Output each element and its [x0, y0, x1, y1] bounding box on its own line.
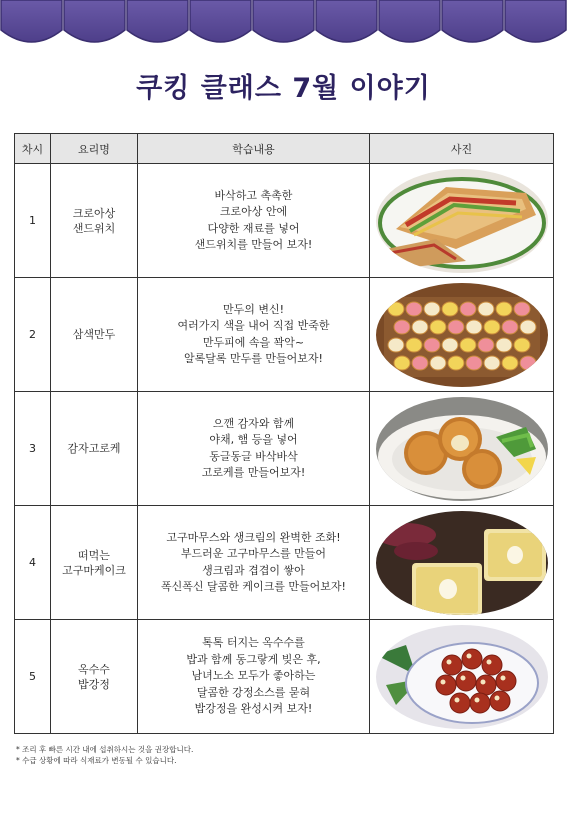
- rice-ball-topping: [480, 679, 485, 684]
- dumpling: [496, 338, 512, 352]
- photo-cell: [370, 506, 554, 620]
- croissant-sandwich-photo: [376, 169, 548, 273]
- dumpling: [442, 302, 458, 316]
- dumpling: [394, 356, 410, 370]
- tricolor-dumpling-photo: [376, 283, 548, 387]
- table-row: [15, 392, 554, 506]
- header-photo: 사진: [370, 134, 554, 164]
- rice-ball: [482, 655, 502, 675]
- dumpling: [424, 338, 440, 352]
- session-number: 1: [15, 164, 51, 278]
- dumpling: [502, 320, 518, 334]
- dumpling: [478, 338, 494, 352]
- dumpling: [502, 356, 518, 370]
- rice-ball: [490, 691, 510, 711]
- dish-name: 옥수수 밥강정: [51, 620, 138, 734]
- rice-ball: [442, 655, 462, 675]
- rice-ball: [462, 649, 482, 669]
- awning-scallop: [1, 0, 62, 42]
- dumpling: [484, 356, 500, 370]
- rice-ball: [456, 671, 476, 691]
- dumpling: [514, 338, 530, 352]
- awning-scallop: [190, 0, 251, 42]
- rice-ball: [496, 671, 516, 691]
- awning-scallop: [127, 0, 188, 42]
- session-number: 5: [15, 620, 51, 734]
- table-row: [15, 164, 554, 278]
- dumpling: [496, 302, 512, 316]
- table-row: [15, 278, 554, 392]
- rice-ball-topping: [486, 659, 491, 664]
- awning-scallop: [64, 0, 125, 42]
- rice-ball: [476, 675, 496, 695]
- dish-name: 감자고로케: [51, 392, 138, 506]
- dumpling: [430, 320, 446, 334]
- dumpling: [514, 302, 530, 316]
- corn-rice-ball-photo: [376, 625, 548, 729]
- footnotes: [16, 744, 193, 766]
- awning-scallop: [379, 0, 440, 42]
- awning-scallop: [442, 0, 503, 42]
- learning-content: 만두의 변신! 여러가지 색을 내어 직접 반죽한 만두피에 속을 꽉악~ 알록달록 만두를 만들어보자!: [138, 278, 370, 392]
- dumpling: [484, 320, 500, 334]
- session-number: 3: [15, 392, 51, 506]
- dumpling: [520, 356, 536, 370]
- dumpling: [430, 356, 446, 370]
- rice-ball-topping: [446, 659, 451, 664]
- photo-cell: [370, 392, 554, 506]
- awning-scallop: [316, 0, 377, 42]
- dumpling: [460, 302, 476, 316]
- header-dish-name: 요리명: [51, 134, 138, 164]
- class-schedule-table: [14, 133, 554, 734]
- dumpling: [412, 320, 428, 334]
- photo-cell: [370, 278, 554, 392]
- session-number: 2: [15, 278, 51, 392]
- rice-ball: [450, 693, 470, 713]
- header-session: 차시: [15, 134, 51, 164]
- dumpling: [520, 320, 536, 334]
- scalloped-awning-banner: [0, 0, 567, 50]
- table-row: [15, 620, 554, 734]
- photo-cell: [370, 620, 554, 734]
- rice-ball: [436, 675, 456, 695]
- dumpling: [406, 302, 422, 316]
- rice-ball-topping: [460, 675, 465, 680]
- learning-content: 으깬 감자와 함께 야채, 햄 등을 넣어 동글동글 바삭바삭 고로케를 만들어보자!: [138, 392, 370, 506]
- rice-ball: [470, 693, 490, 713]
- dish-name: 떠먹는 고구마케이크: [51, 506, 138, 620]
- rice-ball-topping: [494, 695, 499, 700]
- dish-name: 삼색만두: [51, 278, 138, 392]
- rice-ball-topping: [466, 653, 471, 658]
- dumpling: [394, 320, 410, 334]
- awning-scallop: [505, 0, 566, 42]
- photo-cell: [370, 164, 554, 278]
- sweet-potato-cake-photo: [376, 511, 548, 615]
- dumpling: [412, 356, 428, 370]
- dish-name: 크로아상 샌드위치: [51, 164, 138, 278]
- rice-ball-topping: [474, 697, 479, 702]
- dumpling: [406, 338, 422, 352]
- footnote-ingredient-change: * 수급 상황에 따라 식재료가 변동될 수 있습니다.: [16, 756, 177, 765]
- learning-content: 바삭하고 촉촉한 크로아상 안에 다양한 재료를 넣어 샌드위치를 만들어 보자!: [138, 164, 370, 278]
- dumpling: [388, 338, 404, 352]
- dumpling: [424, 302, 440, 316]
- dumpling: [460, 338, 476, 352]
- potato-croquette-photo: [376, 397, 548, 501]
- header-learning-content: 학습내용: [138, 134, 370, 164]
- table-header-row: [15, 134, 554, 164]
- session-number: 4: [15, 506, 51, 620]
- rice-ball-topping: [440, 679, 445, 684]
- dumpling: [442, 338, 458, 352]
- footnote-consume-soon: * 조리 후 빠른 시간 내에 섭취하시는 것을 권장합니다.: [16, 745, 194, 754]
- dumpling: [448, 320, 464, 334]
- rice-ball-topping: [500, 675, 505, 680]
- learning-content: 톡톡 터지는 옥수수를 밥과 함께 동그랗게 빚은 후, 남녀노소 모두가 좋아하는 달콤한 강정소스를 묻혀 밥강정을 완성시켜 보자!: [138, 620, 370, 734]
- page-title: 쿠킹 클래스 7월 이야기: [136, 73, 431, 104]
- learning-content: 고구마무스와 생크림의 완벽한 조화! 부드러운 고구마무스를 만들어 생크림과 겹겹이 쌓아 폭신폭신 달콤한 케이크를 만들어보자!: [138, 506, 370, 620]
- dumpling: [478, 302, 494, 316]
- table-row: [15, 506, 554, 620]
- dumpling: [388, 302, 404, 316]
- dumpling: [466, 356, 482, 370]
- rice-ball-topping: [454, 697, 459, 702]
- dumpling: [448, 356, 464, 370]
- awning-scallop: [253, 0, 314, 42]
- dumpling: [466, 320, 482, 334]
